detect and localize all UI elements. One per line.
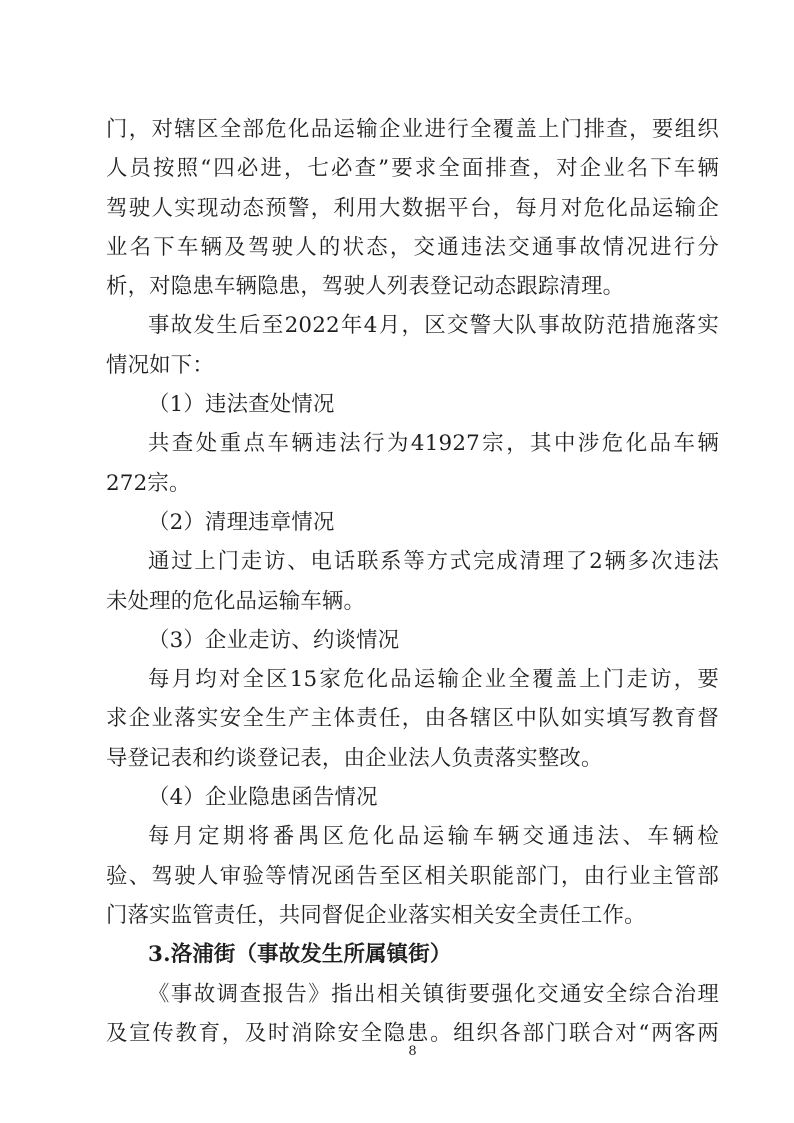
- text-line: 未处理的危化品运输车辆。: [106, 588, 366, 614]
- text-line: 每月均对全区15家危化品运输企业全覆盖上门走访，要: [148, 667, 719, 693]
- text-line: 通过上门走访、电话联系等方式完成清理了2辆多次违法: [148, 549, 719, 575]
- text-line: 驾驶人实现动态预警，利用大数据平台，每月对危化品运输企: [106, 195, 719, 221]
- text-line: 业名下车辆及驾驶人的状态，交通违法交通事故情况进行分: [106, 234, 719, 260]
- text-line: 272宗。: [106, 470, 191, 496]
- text-line: 门，对辖区全部危化品运输企业进行全覆盖上门排查，要组织: [106, 117, 719, 142]
- text-line: 求企业落实安全生产主体责任，由各辖区中队如实填写教育督: [106, 706, 719, 732]
- text-line: 验、驾驶人审验等情况函告至区相关职能部门，由行业主管部: [106, 863, 719, 889]
- text-line: 及宣传教育，及时消除安全隐患。组织各部门联合对“两客两: [106, 1020, 719, 1046]
- text-line: 情况如下：: [106, 352, 214, 378]
- text-line: 人员按照“四必进，七必查”要求全面排查，对企业名下车辆: [106, 156, 719, 182]
- text-line: 每月定期将番禺区危化品运输车辆交通违法、车辆检: [148, 824, 719, 850]
- list-item-heading: （1）违法查处情况: [148, 392, 335, 418]
- document-body: [106, 110, 719, 1053]
- text-line: 共查处重点车辆违法行为41927宗，其中涉危化品车辆: [148, 431, 719, 457]
- text-line: 导登记表和约谈登记表，由企业法人负责落实整改。: [106, 745, 603, 771]
- text-line: 事故发生后至2022年4月，区交警大队事故防范措施落实: [148, 313, 719, 339]
- section-heading: 3.洛浦街（事故发生所属镇街）: [148, 942, 452, 968]
- list-item-heading: （4）企业隐患函告情况: [148, 785, 378, 811]
- text-line: 《事故调查报告》指出相关镇街要强化交通安全综合治理: [148, 981, 719, 1007]
- list-item-heading: （3）企业走访、约谈情况: [148, 627, 400, 653]
- text-line: 析，对隐患车辆隐患，驾驶人列表登记动态跟踪清理。: [106, 274, 625, 300]
- list-item-heading: （2）清理违章情况: [148, 509, 335, 535]
- text-line: 门落实监管责任，共同督促企业落实相关安全责任工作。: [106, 902, 646, 928]
- page-number: 8: [408, 1044, 417, 1059]
